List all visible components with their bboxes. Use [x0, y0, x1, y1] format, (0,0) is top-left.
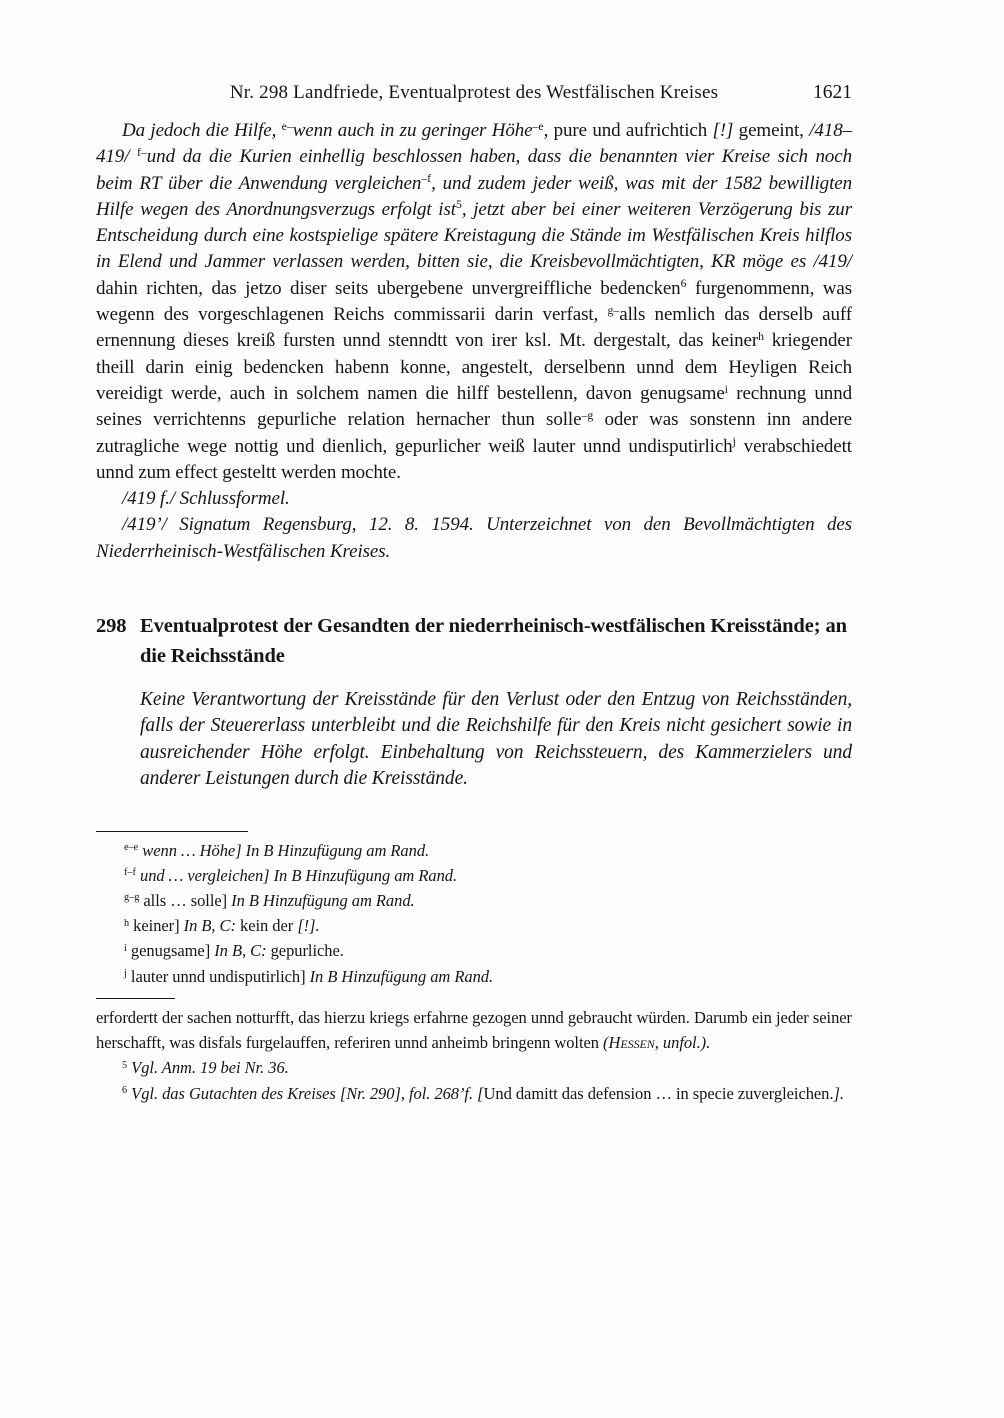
doc-number: 298	[96, 615, 127, 638]
text-run: Und damitt das defension … in specie zuvergleichen.	[483, 1083, 834, 1103]
superscript-ref: j	[732, 435, 736, 449]
text-run: und da die Kurien einhellig beschlossen haben, dass die benannten vier Kreise sich noch beim RT über die Anwendung vergleichen	[96, 146, 853, 194]
text-run: und … vergleichen] In B Hinzufügung am Rand.	[135, 865, 458, 885]
apparatus-note-f	[96, 863, 852, 888]
text-run: , und zudem jeder weiß, was mit der 1582 bewilligten Hilfe wegen des Anordnungsverzugs erfolgt ist	[96, 172, 852, 220]
text-run: oder was sonstenn inn andere zutragliche wege nottig und dienlich, gepurlicher weiß lauter unnd undisputirlich	[96, 409, 852, 457]
apparatus-note-i	[96, 938, 852, 963]
signatum-paragraph	[96, 512, 852, 565]
text-run: keiner]	[129, 916, 184, 936]
text-run: , unfol.).	[654, 1033, 711, 1053]
text-run: [!].	[297, 916, 320, 936]
text-run: lauter unnd undisputirlich]	[126, 966, 310, 986]
text-run: wenn auch in zu geringer Höhe	[292, 120, 533, 141]
superscript-ref: e–	[281, 119, 293, 133]
text-run: genugsame]	[126, 941, 215, 961]
text-run: /419 f./ Schlussformel.	[122, 488, 290, 510]
text-run: ].	[833, 1083, 844, 1103]
footnote-6	[96, 1081, 852, 1106]
text-run: /418–419/	[96, 120, 852, 168]
page-number: 1621	[813, 82, 852, 103]
superscript-ref: –e	[532, 119, 544, 133]
text-run: dahin richten, das jetzo diser seits ubergebene unvergreiffliche bedencken	[96, 277, 681, 299]
superscript-ref: 5	[455, 198, 462, 212]
apparatus-note-h	[96, 913, 852, 938]
text-run: alls … solle]	[139, 891, 232, 911]
document-text-paragraph	[96, 118, 852, 486]
superscript-ref: f–	[136, 145, 147, 159]
text-run: In B Hinzufügung am Rand.	[309, 966, 494, 986]
apparatus-note-e	[96, 838, 852, 863]
text-run: Vgl. Anm. 19 bei Nr. 36.	[127, 1058, 289, 1078]
text-run: kein der	[235, 916, 298, 936]
superscript-ref: i	[724, 382, 728, 396]
doc-298-heading	[96, 611, 852, 671]
text-run: erfordertt der sachen notturfft, das hierzu kriegs erfahrne gezogen unnd gebraucht würden. Darumb ein jeder seiner herschafft, was disfals furgelauffen, referiren unnd anheimb bringenn wolten	[96, 1007, 852, 1053]
text-run: (	[603, 1033, 609, 1053]
footnote-continuation	[96, 1005, 852, 1055]
superscript-ref: i	[124, 942, 127, 954]
running-head-title: Nr. 298 Landfriede, Eventualprotest des Westfälischen Kreises	[229, 82, 719, 103]
running-head	[96, 82, 852, 106]
text-run: In B Hinzufügung am Rand.	[231, 891, 415, 911]
footnote-5	[96, 1055, 852, 1080]
text-run: verabschiedett unnd zum effect gesteltt werden mochte.	[96, 435, 852, 483]
doc-title	[140, 615, 847, 667]
text-run: gepurliche.	[266, 941, 344, 961]
text-run: In B, C:	[183, 916, 236, 936]
text-run: wenn … Höhe] In B Hinzufügung am Rand.	[138, 840, 430, 860]
superscript-ref: e–e	[124, 842, 139, 854]
regest-paragraph	[140, 687, 852, 793]
footnote-rule	[96, 998, 175, 999]
superscript-ref: 5	[122, 1059, 128, 1071]
text-run: Da jedoch die Hilfe,	[122, 120, 282, 141]
content-blocks	[96, 118, 852, 1106]
superscript-ref: –f	[421, 172, 432, 186]
text-run: Eventualprotest der Gesandten der niederrheinisch-westfälischen Kreisstände; an die Reichsstände	[140, 615, 847, 668]
superscript-ref: j	[124, 968, 127, 980]
text-run: rechnung unnd seines verrichtenns gepurliche relation hernacher thun solle	[96, 382, 853, 431]
superscript-ref: h	[124, 917, 130, 929]
text-run: , jetzt aber bei einer weiteren Verzögerung bis zur Entscheidung durch eine kostspielige spätere Kreistagung die Stände im Westfälischen Kreis hilflos in Elend und Jammer verlassen werden, bitten sie, die Kreisbevollmächtigten, KR möge es /419/	[96, 198, 852, 273]
apparatus-note-j	[96, 964, 852, 989]
superscript-ref: g–	[607, 303, 620, 317]
text-run: In B, C:	[214, 941, 267, 961]
text-run: [!]	[712, 120, 734, 141]
superscript-ref: h	[758, 329, 764, 343]
superscript-ref: g–g	[124, 892, 140, 904]
text-run: , pure und aufrichtich	[543, 120, 713, 141]
superscript-ref: –g	[581, 408, 594, 422]
apparatus-rule	[96, 831, 248, 832]
text-run: /419’/ Signatum Regensburg, 12. 8. 1594. Unterzeichnet von den Bevollmächtigten des Niederrheinisch-Westfälischen Kreises.	[96, 514, 852, 562]
text-run: Keine Verantwortung der Kreisstände für den Verlust oder den Entzug von Reichsständen, falls der Steuererlass unterbleibt und die Reichshilfe für den Kreis nicht gesichert sowie in ausreichender Höhe erfolgt. Einbehaltung von Reichssteuern, des Kammerzielers und anderer Leistungen durch die Kreisstände.	[140, 689, 852, 790]
text-run: furgenommenn, was wegenn des vorgeschlagenen Reichs commissarii darin verfast,	[96, 277, 853, 326]
superscript-ref: 6	[680, 277, 687, 291]
text-run: Vgl. das Gutachten des Kreises [Nr. 290], fol. 268’f. [	[127, 1083, 484, 1103]
superscript-ref: f–f	[124, 867, 136, 879]
text-run: gemeint,	[733, 120, 810, 141]
text-run: Hessen	[608, 1033, 655, 1053]
superscript-ref: 6	[122, 1084, 128, 1096]
schlussformel-line	[96, 486, 852, 512]
apparatus-note-g	[96, 888, 852, 913]
text-run: alls nemlich das derselb auff ernennung dieses kreiß fursten unnd stenndtt von irer ksl. Mt. dergestalt, das keiner	[96, 304, 852, 352]
text-run: kriegender theill darin einig bedencken habenn konne, angestelt, derselbenn unnd dem Heyligen Reich vereidigt werde, auch in solchem namen die hilff bestellenn, davon genugsame	[96, 330, 852, 404]
